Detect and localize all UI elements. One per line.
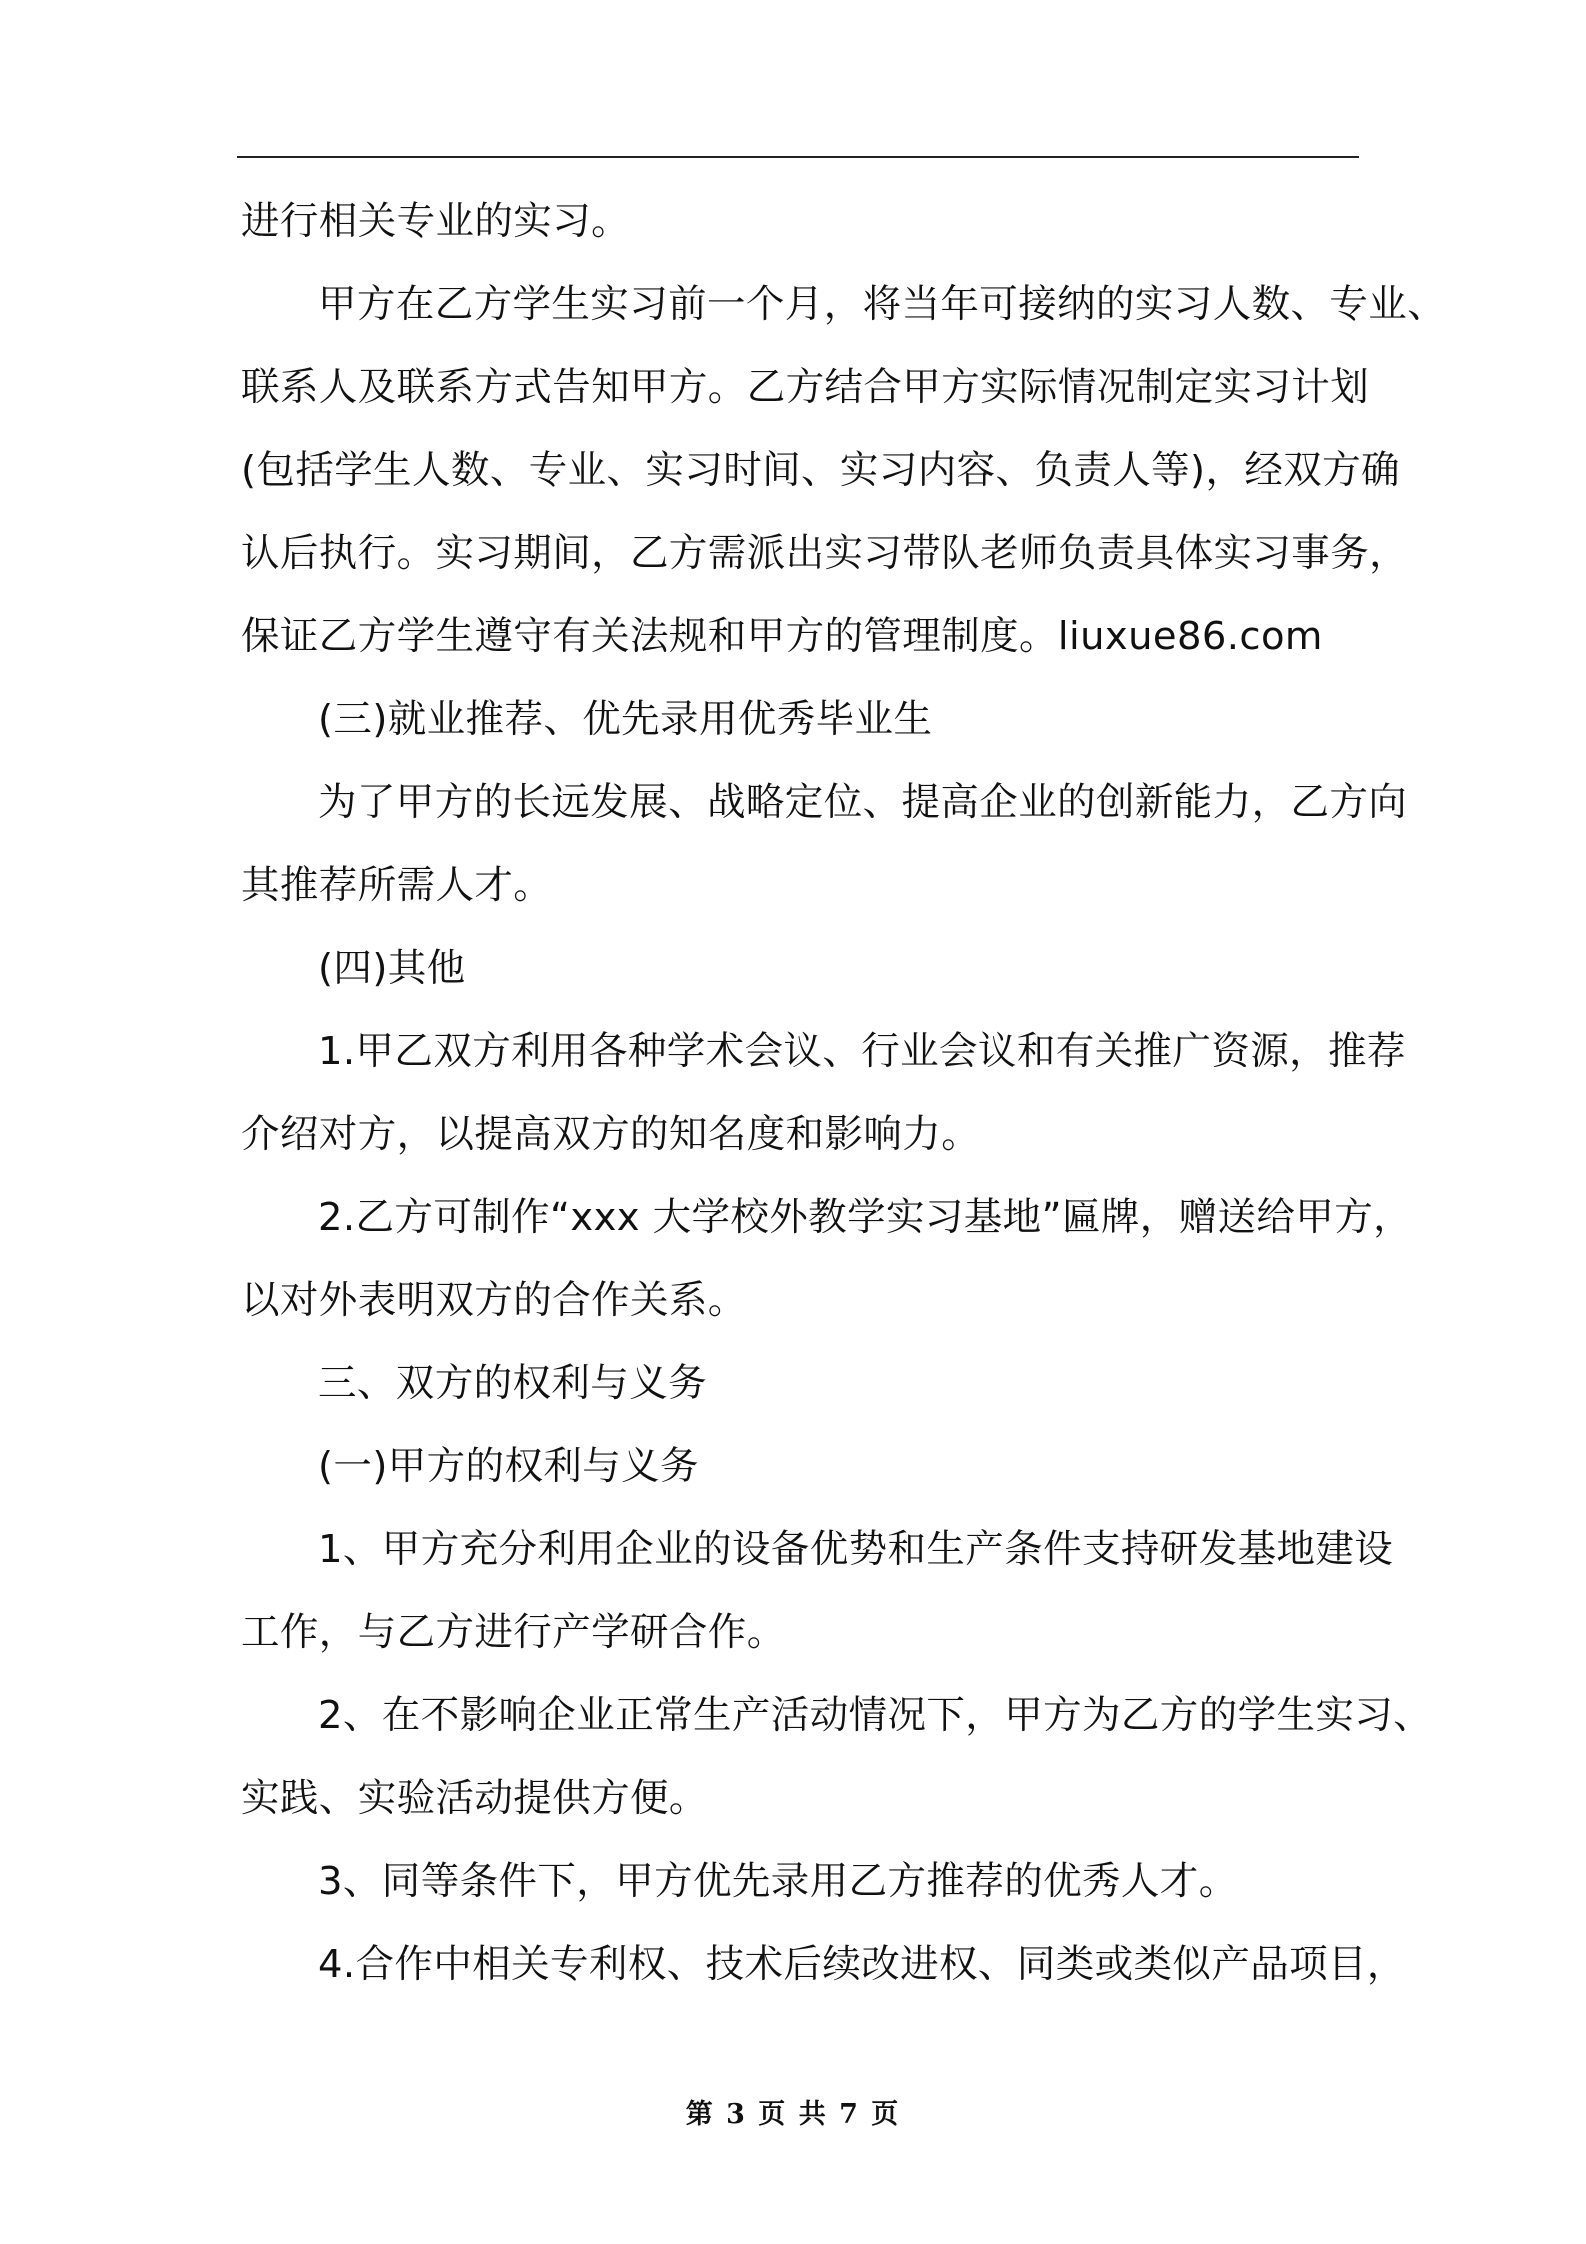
paragraph-line: 1.甲乙双方利用各种学术会议、行业会议和有关推广资源，推荐 — [318, 1029, 1406, 1074]
paragraph-line: 2.乙方可制作“xxx 大学校外教学实习基地”匾牌，赠送给甲方， — [318, 1195, 1413, 1240]
paragraph-line: 3、同等条件下，甲方优先录用乙方推荐的优秀人才。 — [318, 1859, 1238, 1904]
paragraph-line: 认后执行。实习期间，乙方需派出实习带队老师负责具体实习事务， — [241, 531, 1409, 576]
section-heading: 三、双方的权利与义务 — [318, 1361, 708, 1406]
paragraph-line: 保证乙方学生遵守有关法规和甲方的管理制度。liuxue86.com — [241, 614, 1323, 659]
paragraph-line: 以对外表明双方的合作关系。 — [241, 1278, 747, 1323]
paragraph-line: 工作，与乙方进行产学研合作。 — [241, 1610, 786, 1655]
section-heading: (一)甲方的权利与义务 — [318, 1444, 699, 1489]
paragraph-line: 介绍对方，以提高双方的知名度和影响力。 — [241, 1112, 981, 1157]
paragraph-line: 2、在不影响企业正常生产活动情况下，甲方为乙方的学生实习、 — [318, 1693, 1433, 1738]
paragraph-line: 实践、实验活动提供方便。 — [241, 1776, 708, 1821]
section-heading: (四)其他 — [318, 946, 466, 991]
header-rule — [237, 156, 1359, 158]
page-number-footer: 第 3 页 共 7 页 — [685, 2099, 901, 2130]
paragraph-line: 进行相关专业的实习。 — [241, 199, 631, 244]
paragraph-line: 4.合作中相关专利权、技术后续改进权、同类或类似产品项目， — [318, 1942, 1406, 1987]
paragraph-line: (包括学生人数、专业、实习时间、实习内容、负责人等)，经双方确 — [241, 448, 1400, 493]
section-heading: (三)就业推荐、优先录用优秀毕业生 — [318, 697, 933, 742]
paragraph-line: 1、甲方充分利用企业的设备优势和生产条件支持研发基地建设 — [318, 1527, 1394, 1572]
paragraph-line: 为了甲方的长远发展、战略定位、提高企业的创新能力，乙方向 — [318, 780, 1408, 825]
paragraph-line: 其推荐所需人才。 — [241, 863, 553, 908]
document-body — [241, 180, 1447, 2006]
paragraph-line: 甲方在乙方学生实习前一个月，将当年可接纳的实习人数、专业、 — [318, 282, 1447, 327]
paragraph-line: 联系人及联系方式告知甲方。乙方结合甲方实际情况制定实习计划 — [241, 365, 1370, 410]
